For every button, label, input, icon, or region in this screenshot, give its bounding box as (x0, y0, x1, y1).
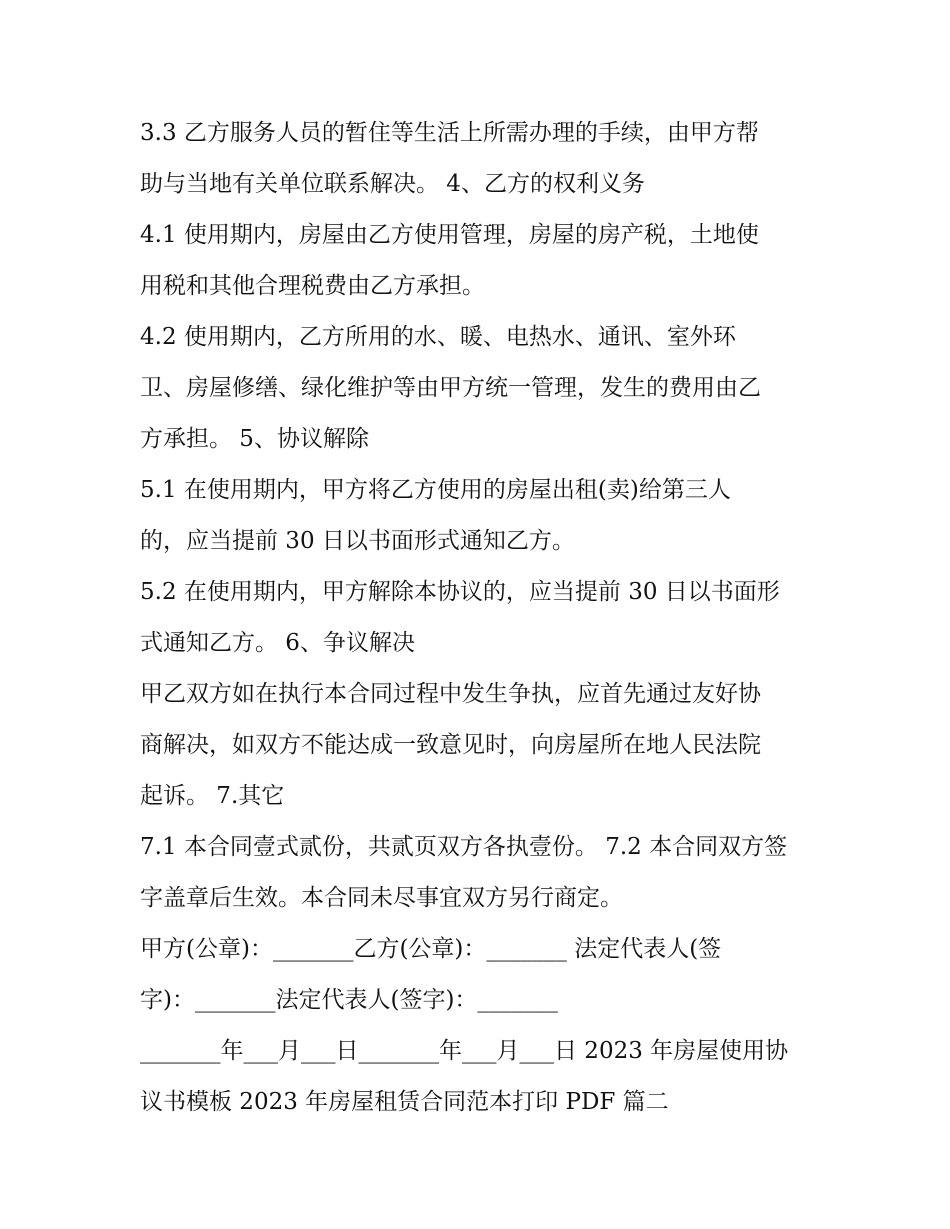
text-line: 议书模板 2023 年房屋租赁合同范本打印 PDF 篇二 (140, 1089, 669, 1115)
text-line: 4.1 使用期内，房屋由乙方使用管理，房屋的房产税，土地使 (140, 222, 759, 248)
text-line: 卫、房屋修缮、绿化维护等由甲方统一管理，发生的费用由乙 (140, 375, 761, 401)
text-line: 商解决，如双方不能达成一致意见时，向房屋所在地人民法院 (140, 732, 761, 758)
document-body (140, 108, 820, 1128)
text-line: 4.2 使用期内，乙方所用的水、暖、电热水、通讯、室外环 (140, 324, 736, 350)
text-line: 的，应当提前 30 日以书面形式通知乙方。 (140, 528, 575, 554)
text-line: 3.3 乙方服务人员的暂住等生活上所需办理的手续，由甲方帮 (140, 120, 759, 146)
text-line: 字盖章后生效。本合同未尽事宜双方另行商定。 (140, 885, 623, 911)
text-line: 5.2 在使用期内，甲方解除本协议的，应当提前 30 日以书面形 (140, 579, 780, 605)
text-line: 7.1 本合同壹式贰份，共贰页双方各执壹份。 7.2 本合同双方签 (140, 834, 788, 860)
text-line: 方承担。 5、协议解除 (140, 426, 369, 452)
signature-line: 字)：_______法定代表人(签字)：_______ (140, 987, 558, 1013)
text-line: 用税和其他合理税费由乙方承担。 (140, 273, 485, 299)
text-line: 起诉。 7.其它 (140, 783, 285, 809)
text-line: 式通知乙方。 6、争议解决 (140, 630, 415, 656)
text-line: 5.1 在使用期内，甲方将乙方使用的房屋出租(卖)给第三人 (140, 477, 731, 503)
text-line: 甲乙双方如在执行本合同过程中发生争执，应首先通过友好协 (140, 681, 761, 707)
text-line: 助与当地有关单位联系解决。 4、乙方的权利义务 (140, 171, 645, 197)
date-line: _______年___月___日_______年___月___日 2023 年房屋使用协 (140, 1038, 789, 1064)
signature-line: 甲方(公章)：_______乙方(公章)：_______ 法定代表人(签 (140, 936, 722, 962)
